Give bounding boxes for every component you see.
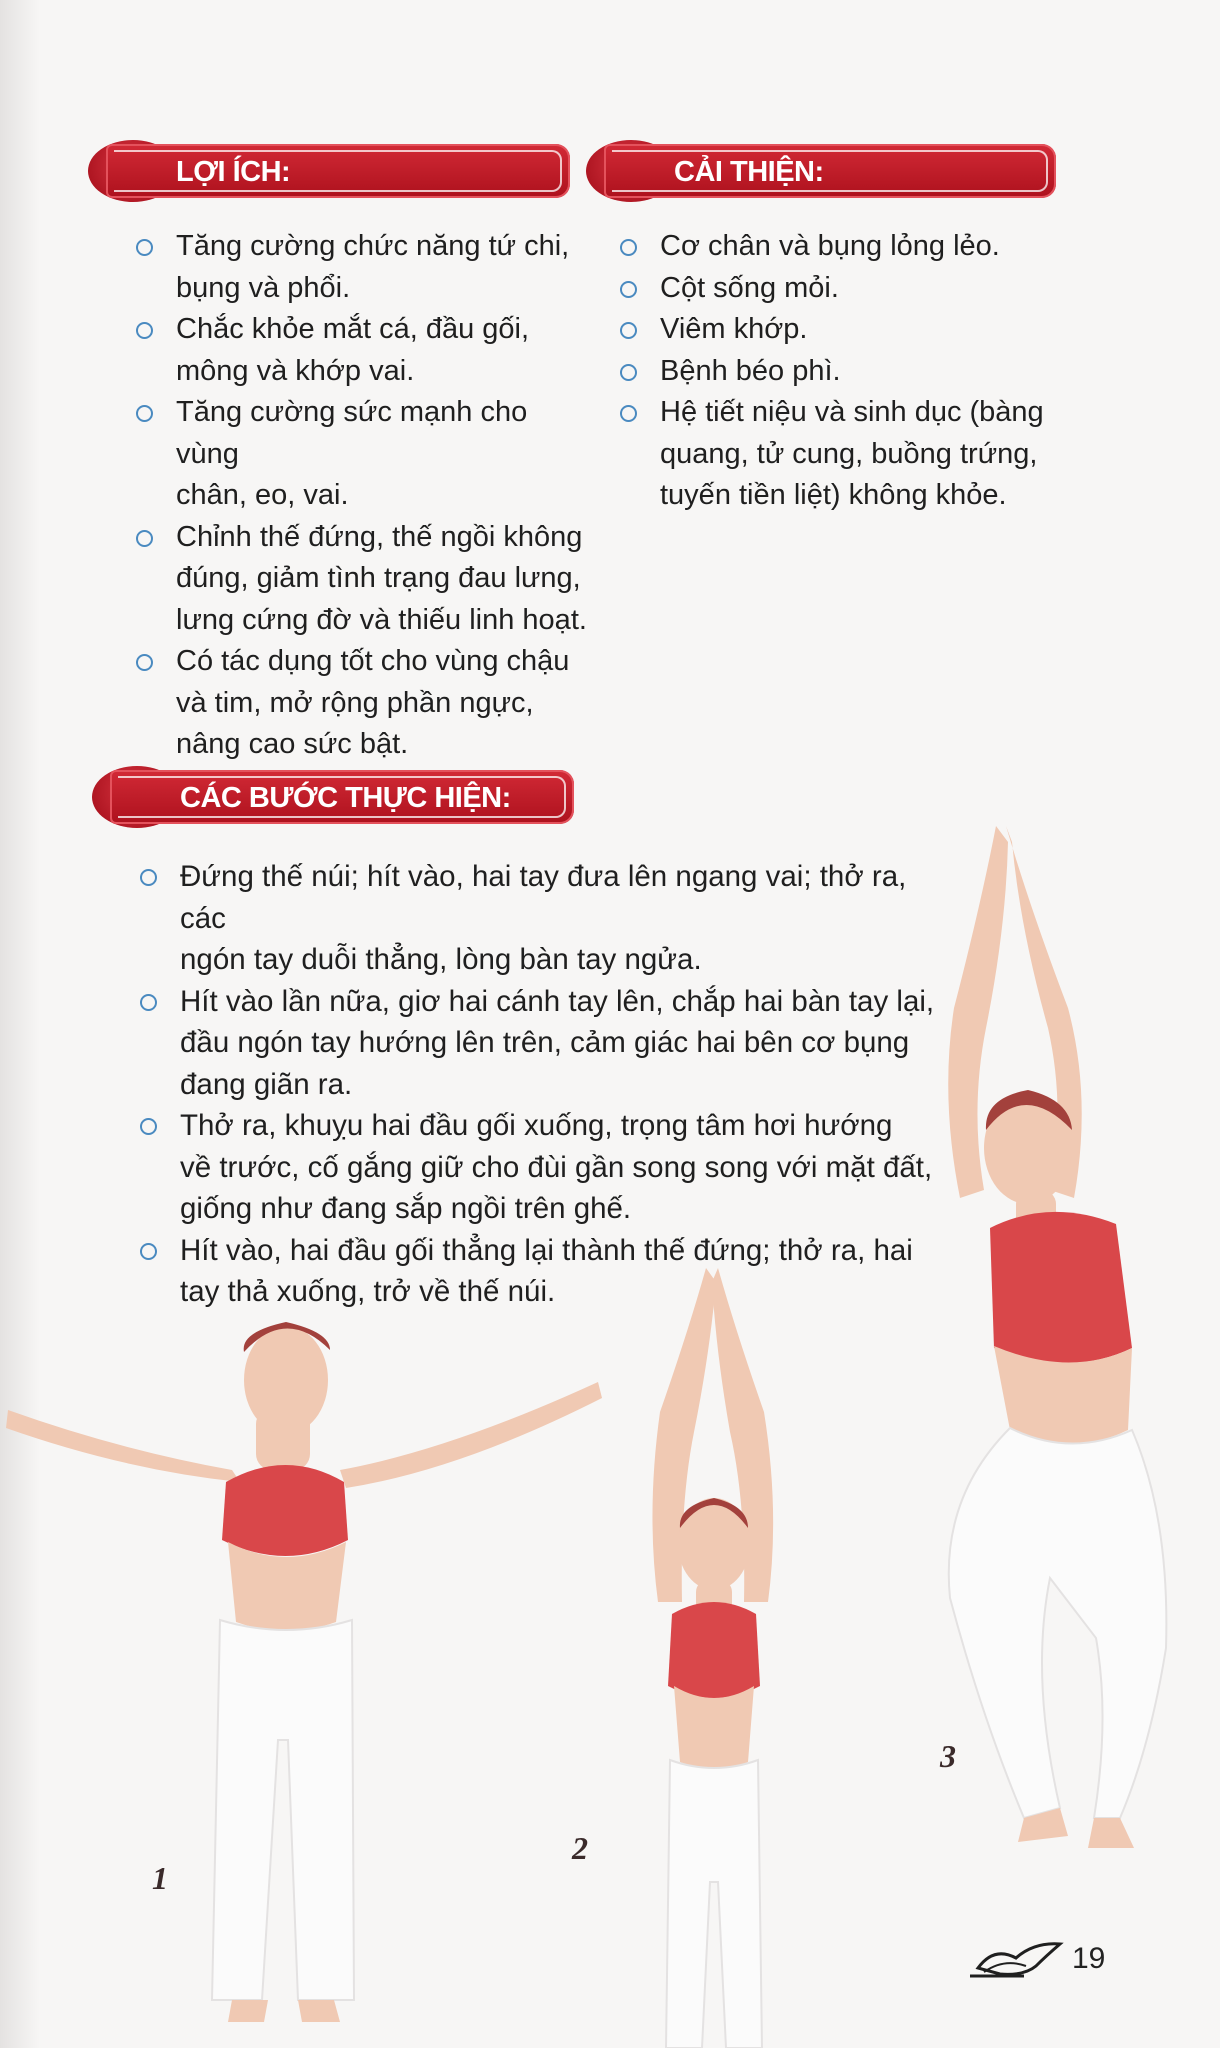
text-line: Hệ tiết niệu và sinh dục (bàng: [660, 396, 1044, 428]
benefits-title: LỢI ÍCH:: [176, 156, 291, 188]
circle-bullet-icon: [620, 405, 637, 422]
step-item: [132, 1230, 952, 1313]
circle-bullet-icon: [136, 239, 153, 256]
text-line: Cơ chân và bụng lỏng lẻo.: [660, 230, 1000, 262]
benefit-item: [128, 641, 598, 766]
benefit-item: [128, 226, 598, 309]
text-line: Chắc khỏe mắt cá, đầu gối,: [176, 313, 530, 345]
text-line: lưng cứng đờ và thiếu linh hoạt.: [176, 603, 587, 636]
step-item: [132, 1105, 952, 1230]
circle-bullet-icon: [136, 405, 153, 422]
text-line: quang, tử cung, buồng trứng,: [660, 437, 1038, 470]
figure-number-3: 3: [940, 1738, 956, 1774]
text-line: Đứng thế núi; hít vào, hai tay đưa lên ngang vai; thở ra, các: [180, 860, 907, 935]
pose-figure-1: [0, 1310, 610, 2048]
pose-figure-3: [920, 818, 1176, 1898]
text-line: ngón tay duỗi thẳng, lòng bàn tay ngửa.: [180, 943, 702, 976]
pose-figure-2: [630, 1262, 800, 2048]
text-line: đúng, giảm tình trạng đau lưng,: [176, 562, 581, 594]
text-line: giống như đang sắp ngồi trên ghế.: [180, 1192, 632, 1225]
text-line: đang giãn ra.: [180, 1067, 353, 1101]
steps-header: [92, 766, 574, 828]
circle-bullet-icon: [140, 994, 157, 1011]
text-line: Tăng cường sức mạnh cho vùng: [176, 396, 528, 470]
text-line: Có tác dụng tốt cho vùng chậu: [176, 645, 570, 677]
text-line: Cột sống mỏi.: [660, 271, 839, 304]
text-line: Chỉnh thế đứng, thế ngồi không: [176, 520, 583, 553]
circle-bullet-icon: [620, 281, 637, 298]
improvement-item: [612, 309, 1082, 351]
circle-bullet-icon: [620, 322, 637, 339]
improvement-item: [612, 351, 1082, 393]
text-line: Bệnh béo phì.: [660, 354, 841, 387]
circle-bullet-icon: [620, 239, 637, 256]
step-item: [132, 981, 952, 1106]
text-line: Thở ra, khuỵu hai đầu gối xuống, trọng tâm hơi hướng: [180, 1109, 893, 1142]
page-number: 19: [1072, 1942, 1106, 1975]
step-item: [132, 856, 952, 981]
steps-title: CÁC BƯỚC THỰC HIỆN:: [180, 782, 511, 814]
improvements-title: CẢI THIỆN:: [674, 156, 824, 188]
figure-number-1: 1: [152, 1860, 168, 1896]
steps-list: [132, 856, 952, 1313]
figure-number-2: 2: [572, 1830, 588, 1866]
benefit-item: [128, 517, 598, 642]
benefits-header: [88, 140, 570, 202]
text-line: đầu ngón tay hướng lên trên, cảm giác hai bên cơ bụng: [180, 1026, 910, 1059]
page-ornament-icon: [964, 1936, 1072, 1982]
benefits-list: [128, 226, 598, 766]
text-line: tuyến tiền liệt) không khỏe.: [660, 479, 1007, 511]
improvements-list: [612, 226, 1082, 517]
improvements-header: [586, 140, 1056, 202]
text-line: Hít vào lần nữa, giơ hai cánh tay lên, chắp hai bàn tay lại,: [180, 984, 935, 1018]
circle-bullet-icon: [620, 364, 637, 381]
improvement-item: [612, 392, 1082, 517]
circle-bullet-icon: [140, 869, 157, 886]
text-line: Viêm khớp.: [660, 313, 808, 345]
circle-bullet-icon: [140, 1243, 157, 1260]
circle-bullet-icon: [136, 654, 153, 671]
circle-bullet-icon: [140, 1118, 157, 1135]
text-line: nâng cao sức bật.: [176, 728, 409, 760]
benefit-item: [128, 309, 598, 392]
text-line: và tim, mở rộng phần ngực,: [176, 686, 534, 719]
text-line: mông và khớp vai.: [176, 354, 415, 387]
improvement-item: [612, 226, 1082, 268]
benefit-item: [128, 392, 598, 517]
text-line: Hít vào, hai đầu gối thẳng lại thành thế đứng; thở ra, hai: [180, 1233, 913, 1267]
circle-bullet-icon: [136, 322, 153, 339]
text-line: bụng và phổi.: [176, 271, 351, 304]
improvement-item: [612, 268, 1082, 310]
circle-bullet-icon: [136, 530, 153, 547]
text-line: Tăng cường chức năng tứ chi,: [176, 230, 570, 262]
text-line: về trước, cố gắng giữ cho đùi gần song song với mặt đất,: [180, 1150, 933, 1184]
text-line: tay thả xuống, trở về thế núi.: [180, 1275, 556, 1308]
text-line: chân, eo, vai.: [176, 479, 349, 511]
